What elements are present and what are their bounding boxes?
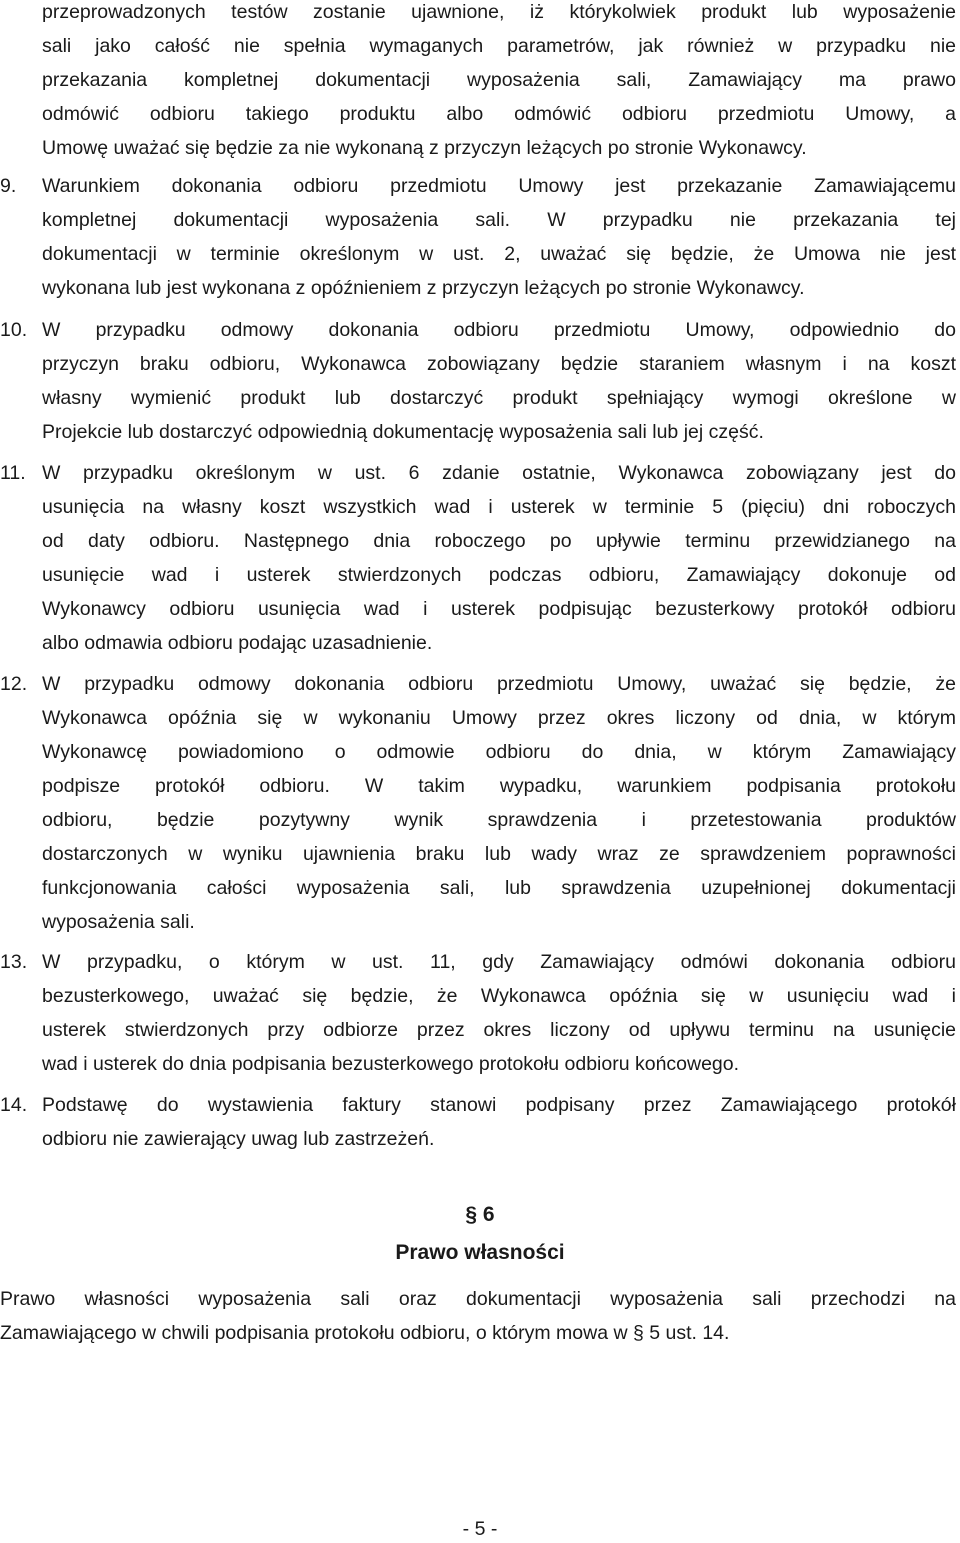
section-paragraph: [0, 1282, 956, 1350]
section-number: § 6: [465, 1203, 495, 1226]
text-line: usterek stwierdzonych przy odbiorze przez okres liczony od upływu terminu na usunięcie: [42, 1019, 956, 1041]
text-line: przekazania kompletnej dokumentacji wyposażenia sali, Zamawiający ma prawo: [42, 69, 956, 91]
text-line: Wykonawca opóźnia się w wykonaniu Umowy przez okres liczony od dnia, w którym: [42, 707, 956, 729]
text-line: Wykonawcy odbioru usunięcia wad i usterek podpisując bezusterkowy protokół odbioru: [42, 598, 956, 620]
text-line: usunięcia na własny koszt wszystkich wad i usterek w terminie 5 (pięciu) dni roboczych: [42, 496, 956, 518]
text-line: Prawo własności wyposażenia sali oraz dokumentacji wyposażenia sali przechodzi na: [0, 1288, 956, 1310]
text-line: przeprowadzonych testów zostanie ujawnione, iż którykolwiek produkt lub wyposażenie: [42, 1, 956, 23]
text-line: Projekcie lub dostarczyć odpowiednią dokumentację wyposażenia sali lub jej część.: [42, 421, 764, 443]
text-line: Wykonawcę powiadomiono o odmowie odbioru do dnia, w którym Zamawiający: [42, 741, 956, 763]
text-line: kompletnej dokumentacji wyposażenia sali. W przypadku nie przekazania tej: [42, 209, 956, 231]
item-number: 12.: [0, 673, 28, 695]
text-line: odbioru nie zawierający uwag lub zastrzeżeń.: [42, 1128, 435, 1150]
text-line: wykonana lub jest wykonana z opóźnieniem z przyczyn leżących po stronie Wykonawcy.: [42, 277, 805, 299]
text-line: wyposażenia sali.: [42, 911, 195, 933]
text-line: odbioru, będzie pozytywny wynik sprawdzenia i przetestowania produktów: [42, 809, 956, 831]
item-number: 11.: [0, 462, 26, 484]
text-line: od daty odbioru. Następnego dnia roboczego po upływie terminu przewidzianego na: [42, 530, 956, 552]
item-number: 10.: [0, 319, 28, 341]
text-line: bezusterkowego, uważać się będzie, że Wykonawca opóźnia się w usunięciu wad i: [42, 985, 956, 1007]
text-line: Zamawiającego w chwili podpisania protokołu odbioru, o którym mowa w § 5 ust. 14.: [0, 1322, 730, 1344]
text-line: podpisze protokół odbioru. W takim wypadku, warunkiem podpisania protokołu: [42, 775, 956, 797]
text-line: sali jako całość nie spełnia wymaganych parametrów, jak również w przypadku nie: [42, 35, 956, 57]
text-line: W przypadku, o którym w ust. 11, gdy Zamawiający odmówi dokonania odbioru: [42, 951, 956, 973]
item-number: 14.: [0, 1094, 28, 1116]
text-line: usunięcie wad i usterek stwierdzonych podczas odbioru, Zamawiający dokonuje od: [42, 564, 956, 586]
item-number: 13.: [0, 951, 28, 973]
item-number: 9.: [0, 175, 17, 197]
text-line: W przypadku odmowy dokonania odbioru przedmiotu Umowy, uważać się będzie, że: [42, 673, 956, 695]
page-number: - 5 -: [462, 1518, 498, 1540]
text-line: wad i usterek do dnia podpisania bezusterkowego protokołu odbioru końcowego.: [42, 1053, 740, 1075]
text-line: własny wymienić produkt lub dostarczyć produkt spełniający wymogi określone w: [42, 387, 956, 409]
text-line: funkcjonowania całości wyposażenia sali, lub sprawdzenia uzupełnionej dokumentacji: [42, 877, 956, 899]
paragraph-continuation: [0, 0, 956, 165]
text-line: dostarczonych w wyniku ujawnienia braku lub wady wraz ze sprawdzeniem poprawności: [42, 843, 956, 865]
text-line: Warunkiem dokonania odbioru przedmiotu Umowy jest przekazanie Zamawiającemu: [42, 175, 956, 197]
text-line: albo odmawia odbioru podając uzasadnienie.: [42, 632, 433, 654]
text-line: W przypadku odmowy dokonania odbioru przedmiotu Umowy, odpowiednio do: [42, 319, 956, 341]
text-line: przyczyn braku odbioru, Wykonawca zobowiązany będzie staraniem własnym i na koszt: [42, 353, 956, 375]
text-line: Umowę uważać się będzie za nie wykonaną z przyczyn leżących po stronie Wykonawcy.: [42, 137, 807, 159]
text-line: W przypadku określonym w ust. 6 zdanie ostatnie, Wykonawca zobowiązany jest do: [42, 462, 956, 484]
text-line: odmówić odbioru takiego produktu albo odmówić odbioru przedmiotu Umowy, a: [42, 103, 956, 125]
text-line: dokumentacji w terminie określonym w ust. 2, uważać się będzie, że Umowa nie jest: [42, 243, 956, 265]
section-title: Prawo własności: [395, 1241, 565, 1264]
text-line: Podstawę do wystawienia faktury stanowi podpisany przez Zamawiającego protokół: [42, 1094, 956, 1116]
